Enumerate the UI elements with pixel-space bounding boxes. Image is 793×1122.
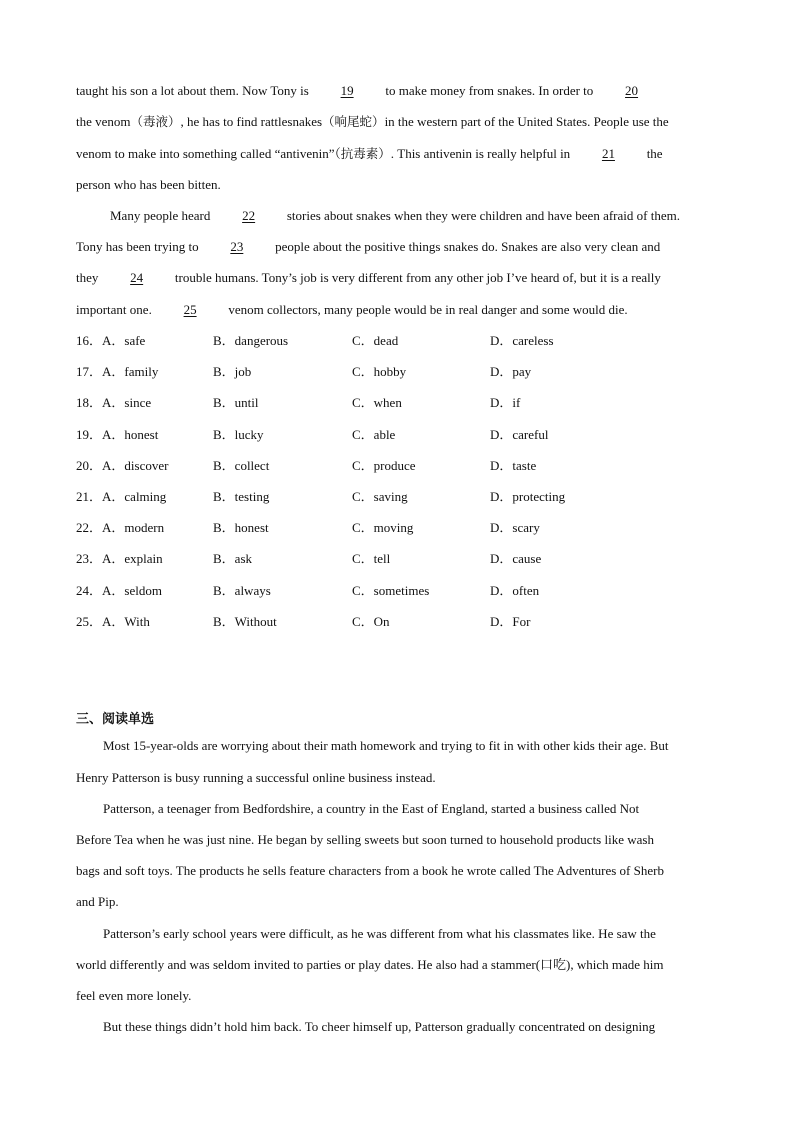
option-d[interactable] (490, 331, 554, 351)
cloze-line (76, 237, 660, 257)
option-c[interactable] (352, 487, 408, 507)
option-label: D．cause (490, 551, 542, 567)
option-b[interactable] (213, 456, 269, 476)
reading-line: Henry Patterson is busy running a successful online business instead. (76, 770, 436, 785)
blank-21: 21 (601, 146, 615, 161)
blank-20: 20 (625, 83, 639, 98)
passage-text: stories about snakes when they were children and have been afraid of them. (283, 208, 680, 223)
passage-text: venom to make into something called “antivenin” (76, 146, 335, 161)
option-label: C．hobby (352, 364, 407, 380)
passage-text: venom collectors, many people would be in real danger and some would die. (225, 302, 628, 317)
cloze-line (76, 300, 628, 320)
option-a[interactable] (76, 331, 145, 351)
passage-text: to make money from snakes. In order to (382, 83, 597, 98)
passage-text: Tony has been trying to (76, 239, 202, 254)
reading-line: Patterson’s early school years were difficult, as he was different from what his classmates like. He saw the (103, 926, 656, 941)
question-number: 19． (76, 426, 103, 442)
option-label: A．modern (102, 520, 165, 536)
question-number: 25． (76, 613, 103, 629)
option-label: D．taste (490, 457, 537, 473)
blank-23: 23 (230, 239, 244, 254)
passage-text: . This antivenin is really helpful in (390, 146, 574, 161)
option-label: C．saving (352, 489, 408, 504)
option-c[interactable] (352, 581, 429, 601)
cloze-line (76, 144, 663, 164)
option-d[interactable] (490, 362, 531, 382)
option-a[interactable] (76, 549, 163, 569)
cloze-line (110, 206, 680, 226)
option-a[interactable] (76, 518, 164, 538)
question-number: 24． (76, 582, 103, 598)
option-d[interactable] (490, 487, 565, 507)
option-a[interactable] (76, 612, 150, 632)
option-d[interactable] (490, 581, 539, 601)
chinese-gloss: （响尾蛇） (322, 114, 385, 129)
option-c[interactable] (352, 456, 416, 476)
cloze-line (76, 112, 669, 132)
cloze-line (76, 175, 221, 195)
cloze-line (76, 268, 661, 288)
option-label: A．family (102, 364, 159, 380)
option-label: B．always (213, 582, 271, 598)
question-number: 20． (76, 457, 103, 473)
option-label: B．honest (213, 520, 269, 536)
option-label: C．produce (352, 457, 416, 473)
reading-line: and Pip. (76, 894, 119, 909)
option-label: D．pay (490, 364, 532, 380)
option-b[interactable] (213, 331, 288, 351)
option-b[interactable] (213, 393, 259, 413)
option-b[interactable] (213, 549, 252, 569)
chinese-gloss: （毒液） (130, 114, 181, 129)
option-label: C．dead (352, 333, 399, 348)
option-label: C．moving (352, 520, 414, 536)
option-label: D．if (490, 395, 521, 411)
option-label: C．tell (352, 551, 391, 567)
reading-line: world differently and was seldom invited to parties or play dates. He also had a stammer(口吃), which made him (76, 957, 664, 972)
blank-22: 22 (242, 208, 256, 223)
option-c[interactable] (352, 518, 413, 538)
option-c[interactable] (352, 362, 406, 382)
question-number: 21． (76, 489, 103, 504)
option-label: C．able (352, 426, 396, 442)
option-label: D．For (490, 613, 531, 629)
option-label: A．seldom (102, 582, 162, 598)
chinese-gloss: （抗毒素） (334, 146, 391, 161)
option-a[interactable] (76, 456, 168, 476)
passage-text: important one. (76, 302, 156, 317)
option-b[interactable] (213, 425, 264, 445)
reading-line: But these things didn’t hold him back. To cheer himself up, Patterson gradually concentrated on designing (103, 1019, 656, 1034)
option-label: A．calming (102, 489, 167, 504)
option-a[interactable] (76, 425, 158, 445)
passage-text: trouble humans. Tony’s job is very different from any other job I’ve heard of, but it is a really (171, 270, 661, 285)
option-b[interactable] (213, 518, 269, 538)
option-c[interactable] (352, 331, 398, 351)
question-number: 23． (76, 551, 103, 567)
option-label: D．careful (490, 426, 549, 442)
option-label: D．scary (490, 520, 540, 536)
option-label: B．Without (213, 613, 277, 629)
option-label: A．honest (102, 426, 159, 442)
option-label: B．dangerous (213, 333, 289, 348)
option-b[interactable] (213, 612, 277, 632)
section-title: 三、阅读单选 (76, 712, 155, 727)
option-label: C．sometimes (352, 582, 430, 598)
option-b[interactable] (213, 362, 251, 382)
cloze-line (76, 81, 667, 101)
option-label: D．often (490, 582, 540, 598)
option-label: C．On (352, 613, 390, 629)
passage-text: the venom (76, 114, 131, 129)
option-label: D．careless (490, 333, 554, 348)
passage-text: people about the positive things snakes do. Snakes are also very clean and (271, 239, 661, 254)
passage-text: they (76, 270, 102, 285)
option-label: A．safe (102, 333, 146, 348)
reading-line: Patterson, a teenager from Bedfordshire, a country in the East of England, started a business called Not (103, 801, 640, 816)
passage-text: in the western part of the United States. People use the (384, 114, 669, 129)
reading-line: Most 15-year-olds are worrying about their math homework and trying to fit in with other kids their age. But (103, 738, 669, 753)
option-c[interactable] (352, 612, 390, 632)
option-b[interactable] (213, 581, 271, 601)
option-c[interactable] (352, 549, 390, 569)
reading-line: bags and soft toys. The products he sells feature characters from a book he wrote called The Adventures of Sherb (76, 863, 664, 878)
option-c[interactable] (352, 425, 395, 445)
question-number: 17． (76, 364, 103, 380)
option-label: A．since (102, 395, 152, 411)
option-label: D．protecting (490, 489, 566, 504)
option-label: B．lucky (213, 426, 264, 442)
option-b[interactable] (213, 487, 269, 507)
option-d[interactable] (490, 425, 548, 445)
option-label: B．job (213, 364, 252, 380)
option-label: B．ask (213, 551, 253, 567)
passage-text: taught his son a lot about them. Now Tony is (76, 83, 313, 98)
option-label: B．until (213, 395, 259, 411)
question-number: 18． (76, 395, 103, 411)
reading-line: Before Tea when he was just nine. He began by selling sweets but soon turned to household products like wash (76, 832, 654, 847)
passage-text: person who has been bitten. (76, 177, 221, 192)
option-a[interactable] (76, 393, 151, 413)
option-d[interactable] (490, 393, 520, 413)
option-label: B．collect (213, 457, 270, 473)
blank-24: 24 (130, 270, 144, 285)
option-c[interactable] (352, 393, 402, 413)
option-label: A．explain (102, 551, 163, 567)
option-label: C．when (352, 395, 402, 411)
option-label: A．discover (102, 457, 169, 473)
blank-25: 25 (183, 302, 197, 317)
option-d[interactable] (490, 456, 536, 476)
option-d[interactable] (490, 549, 541, 569)
passage-text: Many people heard (110, 208, 214, 223)
passage-text: the (643, 146, 663, 161)
option-d[interactable] (490, 518, 540, 538)
reading-line: feel even more lonely. (76, 988, 192, 1003)
option-d[interactable] (490, 612, 530, 632)
question-number: 16． (76, 333, 103, 348)
question-number: 22． (76, 520, 103, 536)
blank-19: 19 (340, 83, 354, 98)
option-a[interactable] (76, 581, 162, 601)
passage-text: , he has to find rattlesnakes (180, 114, 323, 129)
option-label: A．With (102, 613, 150, 629)
option-a[interactable] (76, 487, 166, 507)
option-label: B．testing (213, 489, 270, 504)
option-a[interactable] (76, 362, 158, 382)
